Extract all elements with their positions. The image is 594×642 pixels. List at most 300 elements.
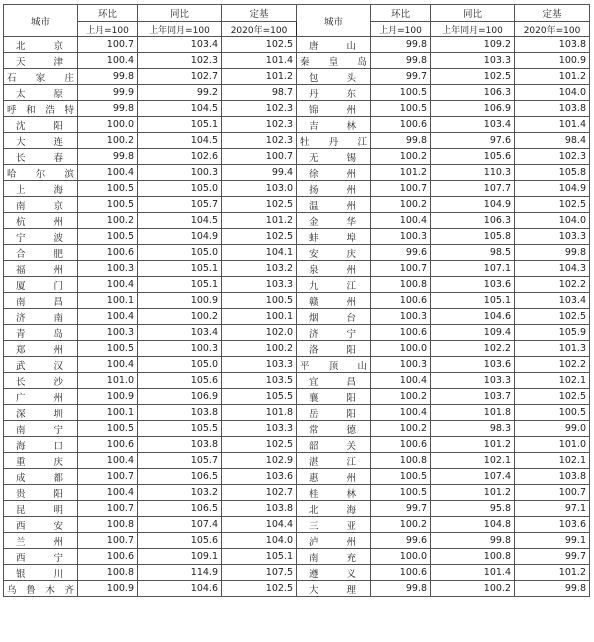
right-mom-value: 100.0 (371, 549, 431, 565)
left-city-name: 宁波 (4, 229, 78, 245)
right-yoy-value: 100.2 (431, 581, 515, 597)
left-mom-value: 100.6 (78, 437, 138, 453)
table-row (4, 437, 590, 453)
header-yoy-sub-left: 上年同月=100 (138, 22, 222, 37)
right-city-name: 锦州 (297, 101, 371, 117)
right-yoy-value: 107.4 (431, 469, 515, 485)
left-base-value: 103.0 (222, 181, 297, 197)
left-city-name: 太原 (4, 85, 78, 101)
table-row (4, 565, 590, 581)
left-yoy-value: 105.0 (138, 181, 222, 197)
left-city-name: 南昌 (4, 293, 78, 309)
left-yoy-value: 105.7 (138, 197, 222, 213)
left-city-name: 福州 (4, 261, 78, 277)
left-base-value: 99.4 (222, 165, 297, 181)
table-row (4, 341, 590, 357)
right-base-value: 101.0 (515, 437, 590, 453)
right-base-value: 104.3 (515, 261, 590, 277)
right-mom-value: 100.7 (371, 261, 431, 277)
left-city-name: 乌鲁木齐 (4, 581, 78, 597)
header-yoy-sub-right: 上年同月=100 (431, 22, 515, 37)
left-mom-value: 100.2 (78, 133, 138, 149)
left-yoy-value: 114.9 (138, 565, 222, 581)
left-base-value: 104.0 (222, 533, 297, 549)
header-yoy-left: 同比 (138, 5, 222, 22)
right-mom-value: 99.6 (371, 245, 431, 261)
left-yoy-value: 102.6 (138, 149, 222, 165)
right-mom-value: 100.5 (371, 101, 431, 117)
left-city-name: 重庆 (4, 453, 78, 469)
left-mom-value: 100.4 (78, 309, 138, 325)
left-yoy-value: 99.2 (138, 85, 222, 101)
table-row (4, 149, 590, 165)
left-yoy-value: 105.0 (138, 357, 222, 373)
header-row-1 (4, 5, 590, 22)
right-city-name: 桂林 (297, 485, 371, 501)
right-yoy-value: 101.8 (431, 405, 515, 421)
header-yoy-right: 同比 (431, 5, 515, 22)
left-mom-value: 100.8 (78, 517, 138, 533)
right-city-name: 平顶山 (297, 357, 371, 373)
table-row (4, 197, 590, 213)
right-mom-value: 100.2 (371, 421, 431, 437)
right-base-value: 105.9 (515, 325, 590, 341)
left-mom-value: 100.9 (78, 389, 138, 405)
left-city-name: 南京 (4, 197, 78, 213)
right-city-name: 常德 (297, 421, 371, 437)
right-city-name: 秦皇岛 (297, 53, 371, 69)
left-city-name: 长春 (4, 149, 78, 165)
right-base-value: 100.5 (515, 405, 590, 421)
left-base-value: 102.0 (222, 325, 297, 341)
left-base-value: 100.1 (222, 309, 297, 325)
right-city-name: 南充 (297, 549, 371, 565)
left-yoy-value: 100.2 (138, 309, 222, 325)
right-yoy-value: 103.6 (431, 277, 515, 293)
left-mom-value: 100.4 (78, 277, 138, 293)
right-city-name: 唐山 (297, 37, 371, 53)
left-yoy-value: 100.9 (138, 293, 222, 309)
left-city-name: 哈尔滨 (4, 165, 78, 181)
right-city-name: 惠州 (297, 469, 371, 485)
right-base-value: 99.0 (515, 421, 590, 437)
left-city-name: 深圳 (4, 405, 78, 421)
left-base-value: 104.1 (222, 245, 297, 261)
table-row (4, 213, 590, 229)
right-yoy-value: 101.4 (431, 565, 515, 581)
right-base-value: 102.1 (515, 453, 590, 469)
left-base-value: 101.8 (222, 405, 297, 421)
left-mom-value: 100.1 (78, 405, 138, 421)
right-mom-value: 100.2 (371, 149, 431, 165)
left-base-value: 103.3 (222, 357, 297, 373)
price-index-table (3, 4, 590, 597)
right-city-name: 济宁 (297, 325, 371, 341)
right-city-name: 宜昌 (297, 373, 371, 389)
right-mom-value: 100.5 (371, 469, 431, 485)
left-base-value: 101.4 (222, 53, 297, 69)
right-city-name: 泸州 (297, 533, 371, 549)
left-base-value: 102.5 (222, 229, 297, 245)
left-city-name: 贵阳 (4, 485, 78, 501)
left-city-name: 昆明 (4, 501, 78, 517)
left-city-name: 西安 (4, 517, 78, 533)
table-row (4, 469, 590, 485)
right-city-name: 安庆 (297, 245, 371, 261)
table-row (4, 245, 590, 261)
left-base-value: 102.3 (222, 101, 297, 117)
left-base-value: 98.7 (222, 85, 297, 101)
right-mom-value: 100.6 (371, 565, 431, 581)
header-mom-sub-right: 上月=100 (371, 22, 431, 37)
left-base-value: 103.8 (222, 501, 297, 517)
left-base-value: 102.5 (222, 437, 297, 453)
left-base-value: 103.3 (222, 421, 297, 437)
header-city-left: 城市 (4, 5, 78, 37)
left-base-value: 102.5 (222, 581, 297, 597)
table-row (4, 37, 590, 53)
left-mom-value: 100.8 (78, 565, 138, 581)
left-mom-value: 100.7 (78, 37, 138, 53)
table-row (4, 69, 590, 85)
right-mom-value: 100.2 (371, 389, 431, 405)
left-city-name: 济南 (4, 309, 78, 325)
right-yoy-value: 98.3 (431, 421, 515, 437)
right-base-value: 102.2 (515, 357, 590, 373)
left-mom-value: 100.5 (78, 341, 138, 357)
left-city-name: 呼和浩特 (4, 101, 78, 117)
left-mom-value: 100.7 (78, 533, 138, 549)
table-row (4, 277, 590, 293)
left-yoy-value: 102.3 (138, 53, 222, 69)
right-base-value: 103.4 (515, 293, 590, 309)
left-base-value: 102.3 (222, 133, 297, 149)
right-mom-value: 101.2 (371, 165, 431, 181)
header-mom-sub-left: 上月=100 (78, 22, 138, 37)
left-city-name: 长沙 (4, 373, 78, 389)
table-row (4, 389, 590, 405)
left-base-value: 102.9 (222, 453, 297, 469)
header-mom-right: 环比 (371, 5, 431, 22)
right-mom-value: 99.7 (371, 69, 431, 85)
table-row (4, 133, 590, 149)
right-yoy-value: 109.4 (431, 325, 515, 341)
right-yoy-value: 98.5 (431, 245, 515, 261)
left-yoy-value: 105.5 (138, 421, 222, 437)
left-yoy-value: 107.4 (138, 517, 222, 533)
left-mom-value: 100.5 (78, 197, 138, 213)
left-base-value: 100.2 (222, 341, 297, 357)
right-yoy-value: 101.2 (431, 485, 515, 501)
left-yoy-value: 103.4 (138, 37, 222, 53)
left-mom-value: 100.4 (78, 485, 138, 501)
table-row (4, 373, 590, 389)
right-yoy-value: 104.6 (431, 309, 515, 325)
left-yoy-value: 104.5 (138, 101, 222, 117)
left-yoy-value: 105.6 (138, 373, 222, 389)
left-mom-value: 100.7 (78, 469, 138, 485)
left-base-value: 102.5 (222, 197, 297, 213)
header-base-sub-left: 2020年=100 (222, 22, 297, 37)
left-base-value: 100.5 (222, 293, 297, 309)
right-yoy-value: 103.6 (431, 357, 515, 373)
left-city-name: 青岛 (4, 325, 78, 341)
right-mom-value: 100.8 (371, 277, 431, 293)
right-mom-value: 100.8 (371, 453, 431, 469)
right-base-value: 98.4 (515, 133, 590, 149)
right-mom-value: 99.8 (371, 133, 431, 149)
table-row (4, 549, 590, 565)
left-city-name: 合肥 (4, 245, 78, 261)
table-row (4, 309, 590, 325)
left-yoy-value: 103.8 (138, 405, 222, 421)
left-base-value: 104.4 (222, 517, 297, 533)
left-mom-value: 100.1 (78, 293, 138, 309)
left-yoy-value: 104.5 (138, 213, 222, 229)
table-row (4, 181, 590, 197)
left-yoy-value: 102.7 (138, 69, 222, 85)
left-city-name: 大连 (4, 133, 78, 149)
left-base-value: 105.1 (222, 549, 297, 565)
right-mom-value: 99.8 (371, 53, 431, 69)
left-yoy-value: 105.7 (138, 453, 222, 469)
right-yoy-value: 102.5 (431, 69, 515, 85)
right-yoy-value: 104.8 (431, 517, 515, 533)
right-city-name: 金华 (297, 213, 371, 229)
left-city-name: 西宁 (4, 549, 78, 565)
right-base-value: 99.8 (515, 581, 590, 597)
right-city-name: 岳阳 (297, 405, 371, 421)
left-yoy-value: 105.1 (138, 117, 222, 133)
right-mom-value: 100.6 (371, 437, 431, 453)
right-mom-value: 100.2 (371, 517, 431, 533)
left-mom-value: 99.8 (78, 149, 138, 165)
left-mom-value: 100.4 (78, 53, 138, 69)
table-row (4, 453, 590, 469)
right-base-value: 99.7 (515, 549, 590, 565)
table-row (4, 517, 590, 533)
right-mom-value: 100.4 (371, 405, 431, 421)
right-yoy-value: 105.1 (431, 293, 515, 309)
right-city-name: 包头 (297, 69, 371, 85)
table-row (4, 501, 590, 517)
left-yoy-value: 105.1 (138, 261, 222, 277)
right-mom-value: 99.7 (371, 501, 431, 517)
right-city-name: 温州 (297, 197, 371, 213)
table-row (4, 485, 590, 501)
right-mom-value: 100.0 (371, 341, 431, 357)
right-yoy-value: 103.3 (431, 373, 515, 389)
table-row (4, 405, 590, 421)
right-yoy-value: 106.3 (431, 85, 515, 101)
right-city-name: 湛江 (297, 453, 371, 469)
right-city-name: 泉州 (297, 261, 371, 277)
right-base-value: 100.7 (515, 485, 590, 501)
right-yoy-value: 107.1 (431, 261, 515, 277)
left-mom-value: 100.5 (78, 421, 138, 437)
right-city-name: 牡丹江 (297, 133, 371, 149)
right-mom-value: 100.3 (371, 229, 431, 245)
left-yoy-value: 106.5 (138, 469, 222, 485)
right-mom-value: 100.2 (371, 197, 431, 213)
left-mom-value: 100.3 (78, 261, 138, 277)
left-mom-value: 99.8 (78, 69, 138, 85)
right-base-value: 101.2 (515, 69, 590, 85)
right-city-name: 蚌埠 (297, 229, 371, 245)
left-base-value: 103.2 (222, 261, 297, 277)
right-base-value: 97.1 (515, 501, 590, 517)
table-row (4, 53, 590, 69)
left-yoy-value: 109.1 (138, 549, 222, 565)
right-base-value: 103.8 (515, 469, 590, 485)
left-base-value: 101.2 (222, 69, 297, 85)
right-city-name: 烟台 (297, 309, 371, 325)
left-mom-value: 99.8 (78, 101, 138, 117)
right-city-name: 扬州 (297, 181, 371, 197)
left-mom-value: 100.9 (78, 581, 138, 597)
left-yoy-value: 104.6 (138, 581, 222, 597)
table-row (4, 101, 590, 117)
table-row (4, 421, 590, 437)
left-yoy-value: 103.4 (138, 325, 222, 341)
right-city-name: 洛阳 (297, 341, 371, 357)
table-row (4, 293, 590, 309)
right-yoy-value: 103.3 (431, 53, 515, 69)
right-base-value: 102.2 (515, 277, 590, 293)
left-base-value: 102.7 (222, 485, 297, 501)
left-base-value: 103.6 (222, 469, 297, 485)
right-base-value: 104.9 (515, 181, 590, 197)
right-base-value: 102.1 (515, 373, 590, 389)
right-base-value: 102.3 (515, 149, 590, 165)
right-city-name: 北海 (297, 501, 371, 517)
left-base-value: 107.5 (222, 565, 297, 581)
table-row (4, 165, 590, 181)
table-row (4, 229, 590, 245)
right-base-value: 103.8 (515, 101, 590, 117)
left-city-name: 银川 (4, 565, 78, 581)
right-base-value: 100.9 (515, 53, 590, 69)
right-city-name: 三亚 (297, 517, 371, 533)
right-yoy-value: 110.3 (431, 165, 515, 181)
right-base-value: 103.8 (515, 37, 590, 53)
right-mom-value: 100.4 (371, 373, 431, 389)
right-city-name: 襄阳 (297, 389, 371, 405)
left-base-value: 102.3 (222, 117, 297, 133)
right-base-value: 102.5 (515, 389, 590, 405)
right-mom-value: 100.4 (371, 213, 431, 229)
table-row (4, 261, 590, 277)
left-base-value: 103.5 (222, 373, 297, 389)
right-city-name: 赣州 (297, 293, 371, 309)
right-base-value: 99.8 (515, 245, 590, 261)
left-mom-value: 99.9 (78, 85, 138, 101)
left-mom-value: 100.3 (78, 325, 138, 341)
table-body (4, 37, 590, 597)
right-yoy-value: 100.8 (431, 549, 515, 565)
right-base-value: 101.3 (515, 341, 590, 357)
left-yoy-value: 100.3 (138, 165, 222, 181)
right-base-value: 104.0 (515, 213, 590, 229)
left-city-name: 沈阳 (4, 117, 78, 133)
right-yoy-value: 103.7 (431, 389, 515, 405)
right-mom-value: 99.8 (371, 37, 431, 53)
right-yoy-value: 106.3 (431, 213, 515, 229)
left-city-name: 广州 (4, 389, 78, 405)
left-city-name: 兰州 (4, 533, 78, 549)
right-city-name: 韶关 (297, 437, 371, 453)
left-yoy-value: 106.9 (138, 389, 222, 405)
left-city-name: 南宁 (4, 421, 78, 437)
left-city-name: 石家庄 (4, 69, 78, 85)
right-base-value: 102.5 (515, 197, 590, 213)
right-yoy-value: 109.2 (431, 37, 515, 53)
right-city-name: 无锡 (297, 149, 371, 165)
left-city-name: 郑州 (4, 341, 78, 357)
left-mom-value: 100.2 (78, 213, 138, 229)
left-city-name: 武汉 (4, 357, 78, 373)
right-mom-value: 100.5 (371, 485, 431, 501)
table-row (4, 117, 590, 133)
left-base-value: 105.5 (222, 389, 297, 405)
left-city-name: 成都 (4, 469, 78, 485)
right-mom-value: 100.6 (371, 293, 431, 309)
left-yoy-value: 103.2 (138, 485, 222, 501)
right-mom-value: 100.3 (371, 357, 431, 373)
right-mom-value: 100.5 (371, 85, 431, 101)
right-base-value: 103.6 (515, 517, 590, 533)
right-yoy-value: 103.4 (431, 117, 515, 133)
right-city-name: 九江 (297, 277, 371, 293)
right-mom-value: 99.8 (371, 581, 431, 597)
header-base-left: 定基 (222, 5, 297, 22)
left-mom-value: 100.4 (78, 165, 138, 181)
right-mom-value: 100.7 (371, 181, 431, 197)
left-yoy-value: 105.6 (138, 533, 222, 549)
right-yoy-value: 107.7 (431, 181, 515, 197)
right-city-name: 徐州 (297, 165, 371, 181)
left-mom-value: 100.7 (78, 501, 138, 517)
table-row (4, 533, 590, 549)
header-city-right: 城市 (297, 5, 371, 37)
left-yoy-value: 106.5 (138, 501, 222, 517)
right-mom-value: 99.6 (371, 533, 431, 549)
left-mom-value: 100.6 (78, 245, 138, 261)
left-base-value: 100.7 (222, 149, 297, 165)
right-city-name: 大理 (297, 581, 371, 597)
left-city-name: 海口 (4, 437, 78, 453)
left-mom-value: 100.6 (78, 549, 138, 565)
left-city-name: 上海 (4, 181, 78, 197)
left-base-value: 101.2 (222, 213, 297, 229)
left-city-name: 北京 (4, 37, 78, 53)
right-base-value: 101.4 (515, 117, 590, 133)
right-city-name: 丹东 (297, 85, 371, 101)
left-city-name: 厦门 (4, 277, 78, 293)
left-city-name: 天津 (4, 53, 78, 69)
left-mom-value: 100.5 (78, 229, 138, 245)
left-yoy-value: 104.9 (138, 229, 222, 245)
table-row (4, 325, 590, 341)
left-yoy-value: 104.5 (138, 133, 222, 149)
table-row (4, 357, 590, 373)
right-base-value: 105.8 (515, 165, 590, 181)
right-city-name: 遵义 (297, 565, 371, 581)
right-base-value: 104.0 (515, 85, 590, 101)
right-yoy-value: 104.9 (431, 197, 515, 213)
left-city-name: 杭州 (4, 213, 78, 229)
right-mom-value: 100.6 (371, 117, 431, 133)
